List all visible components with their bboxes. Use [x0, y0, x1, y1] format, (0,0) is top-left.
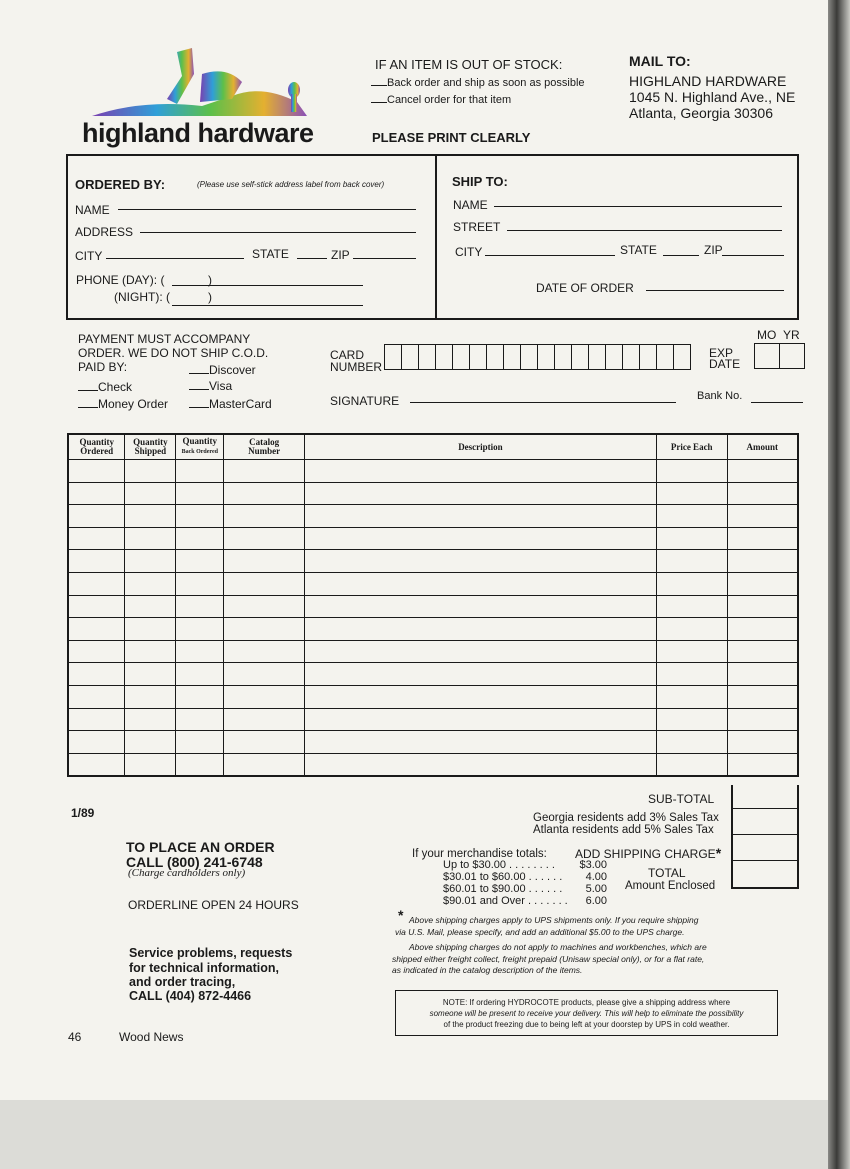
table-row: [68, 731, 798, 754]
table-cell[interactable]: [176, 460, 224, 483]
table-cell[interactable]: [305, 640, 657, 663]
orderline-hours: ORDERLINE OPEN 24 HOURS: [128, 898, 299, 912]
table-cell[interactable]: [176, 595, 224, 618]
table-cell[interactable]: [176, 505, 224, 528]
col-description: Description: [305, 434, 657, 460]
ob-phone-night-field[interactable]: [172, 305, 363, 306]
total-label: TOTAL: [648, 866, 686, 880]
table-cell[interactable]: [305, 618, 657, 641]
table-cell[interactable]: [727, 663, 798, 686]
table-cell[interactable]: [176, 527, 224, 550]
table-cell[interactable]: [125, 663, 176, 686]
table-cell[interactable]: [305, 595, 657, 618]
pay-visa[interactable]: Visa: [189, 379, 232, 393]
ob-address-field[interactable]: [140, 232, 416, 233]
brand-name: highland hardware: [82, 118, 314, 148]
label-note: (Please use self-stick address label from back cover): [197, 180, 385, 189]
table-cell[interactable]: [224, 708, 305, 731]
table-cell[interactable]: [305, 482, 657, 505]
table-cell[interactable]: [305, 685, 657, 708]
table-cell[interactable]: [656, 550, 727, 573]
pay-check[interactable]: Check: [78, 380, 132, 394]
table-cell[interactable]: [176, 753, 224, 776]
table-cell[interactable]: [68, 595, 125, 618]
table-cell[interactable]: [224, 482, 305, 505]
table-cell[interactable]: [656, 753, 727, 776]
exp-label: EXP: [709, 346, 734, 360]
table-cell[interactable]: [68, 731, 125, 754]
table-cell[interactable]: [727, 482, 798, 505]
table-cell[interactable]: [125, 640, 176, 663]
merch-label: If your merchandise totals:: [412, 848, 547, 860]
ob-zip-field[interactable]: [353, 258, 416, 259]
service-phone[interactable]: CALL (404) 872-4466: [129, 989, 252, 1003]
amount-enclosed-label: Amount Enclosed: [625, 880, 716, 892]
table-cell[interactable]: [125, 460, 176, 483]
table-cell[interactable]: [305, 550, 657, 573]
table-row: [68, 685, 798, 708]
col-price-each: Price Each: [656, 434, 727, 460]
shipping-tiers: Up to $30.00 . . . . . . . . $3.00 $30.01 to $60.00 . . . . . . 4.00 $60.01 to $90.00 . . . . . . 5.00 $90.01 and Over . . . . . . . 6.00: [443, 859, 607, 907]
shipping-field[interactable]: [731, 860, 799, 861]
table-cell[interactable]: [176, 640, 224, 663]
table-row: [68, 505, 798, 528]
ob-phone-day-label: PHONE (DAY): (: [76, 273, 165, 287]
page-number: 46: [68, 1030, 82, 1044]
table-row: [68, 572, 798, 595]
table-cell[interactable]: [224, 595, 305, 618]
ups-note-2: via U.S. Mail, please specify, and add an additional $5.00 to the UPS charge.: [395, 927, 685, 937]
address-box: [66, 154, 799, 320]
items-table: [67, 433, 799, 777]
ob-phone-night-label: (NIGHT): (: [114, 290, 170, 304]
ordered-by-title: ORDERED BY:: [75, 177, 166, 192]
asterisk: *: [398, 907, 404, 923]
st-city-label: CITY: [455, 245, 483, 259]
subtotal-field[interactable]: [731, 808, 799, 809]
hydrocote-note: NOTE: If ordering HYDROCOTE products, please give a shipping address where someone will be present to receive your delivery. This will help to eliminate the possibility of the product freezing due to being left at your doorstep by UPS in cold weather.: [395, 990, 778, 1036]
table-row: [68, 460, 798, 483]
table-cell[interactable]: [176, 663, 224, 686]
ob-name-label: NAME: [75, 203, 110, 217]
table-cell[interactable]: [125, 618, 176, 641]
place-order: TO PLACE AN ORDER: [126, 839, 275, 855]
card-label: CARD: [330, 348, 365, 362]
ob-city-field[interactable]: [106, 258, 244, 259]
pay-discover[interactable]: Discover: [189, 363, 256, 377]
table-cell[interactable]: [656, 618, 727, 641]
table-row: [68, 753, 798, 776]
number-label: NUMBER: [330, 360, 383, 374]
paren: ): [208, 290, 212, 304]
table-row: [68, 640, 798, 663]
mail-line2: 1045 N. Highland Ave., NE: [629, 89, 796, 105]
bank-label: Bank No.: [697, 390, 743, 402]
date-of-order-label: DATE OF ORDER: [536, 281, 634, 295]
col-qty-back-ordered: Quantity Back Ordered: [176, 434, 224, 460]
mail-line1: HIGHLAND HARDWARE: [629, 73, 787, 89]
table-cell[interactable]: [125, 572, 176, 595]
exp-date-label: DATE: [709, 357, 741, 371]
table-cell[interactable]: [305, 460, 657, 483]
table-cell[interactable]: [727, 753, 798, 776]
table-cell[interactable]: [125, 595, 176, 618]
yr-label: YR: [783, 328, 800, 342]
ob-name-field[interactable]: [118, 209, 416, 210]
table-cell[interactable]: [176, 572, 224, 595]
table-cell[interactable]: [305, 572, 657, 595]
table-cell[interactable]: [727, 685, 798, 708]
table-cell[interactable]: [125, 753, 176, 776]
table-cell[interactable]: [727, 731, 798, 754]
machine-note-1: Above shipping charges do not apply to machines and workbenches, which are: [409, 942, 707, 952]
pay-mastercard[interactable]: MasterCard: [189, 397, 272, 411]
table-cell[interactable]: [68, 527, 125, 550]
table-cell[interactable]: [656, 527, 727, 550]
table-cell[interactable]: [305, 731, 657, 754]
table-cell[interactable]: [176, 731, 224, 754]
table-cell[interactable]: [656, 572, 727, 595]
table-cell[interactable]: [656, 708, 727, 731]
service-line3: and order tracing,: [129, 975, 236, 989]
table-cell[interactable]: [125, 505, 176, 528]
pay-money-order[interactable]: Money Order: [78, 397, 168, 411]
charge-note: (Charge cardholders only): [128, 867, 246, 879]
table-row: [68, 595, 798, 618]
table-row: [68, 482, 798, 505]
table-cell[interactable]: [224, 550, 305, 573]
table-cell[interactable]: [176, 685, 224, 708]
payment-line2: ORDER. WE DO NOT SHIP C.O.D.: [78, 346, 269, 360]
ga-tax-label: Georgia residents add 3% Sales Tax: [533, 812, 719, 824]
table-cell[interactable]: [656, 663, 727, 686]
table-cell[interactable]: [305, 527, 657, 550]
st-zip-label: ZIP: [704, 243, 723, 257]
tax-field[interactable]: [731, 834, 799, 835]
paren: ): [208, 273, 212, 287]
print-clearly: PLEASE PRINT CLEARLY: [372, 130, 531, 145]
table-cell[interactable]: [727, 572, 798, 595]
table-cell[interactable]: [727, 708, 798, 731]
table-cell[interactable]: [68, 482, 125, 505]
table-row: [68, 550, 798, 573]
table-cell[interactable]: [224, 663, 305, 686]
date-code: 1/89: [71, 806, 95, 820]
stock-option-cancel[interactable]: Cancel order for that item: [371, 92, 511, 106]
table-cell[interactable]: [727, 618, 798, 641]
mail-line3: Atlanta, Georgia 30306: [629, 105, 773, 121]
stock-option-backorder[interactable]: Back order and ship as soon as possible: [371, 75, 585, 89]
st-city-field[interactable]: [485, 255, 615, 256]
table-cell[interactable]: [305, 708, 657, 731]
table-cell[interactable]: [68, 460, 125, 483]
col-amount: Amount: [727, 434, 798, 460]
table-cell[interactable]: [176, 550, 224, 573]
bank-field[interactable]: [751, 402, 803, 403]
table-cell[interactable]: [727, 527, 798, 550]
stock-title: IF AN ITEM IS OUT OF STOCK:: [375, 57, 563, 72]
page-gutter: [828, 0, 850, 1169]
exp-date-field[interactable]: [754, 343, 805, 369]
table-cell[interactable]: [305, 505, 657, 528]
machine-note-2: shipped either freight collect, freight prepaid (Unisaw special only), or for a flat rate,: [392, 954, 705, 964]
table-cell[interactable]: [68, 618, 125, 641]
payment-line1: PAYMENT MUST ACCOMPANY: [78, 332, 251, 346]
signature-label: SIGNATURE: [330, 394, 400, 408]
table-cell[interactable]: [727, 595, 798, 618]
ob-phone-day-field[interactable]: [172, 285, 363, 286]
service-line2: for technical information,: [129, 961, 280, 975]
table-cell[interactable]: [125, 550, 176, 573]
st-state-label: STATE: [620, 243, 657, 257]
signature-field[interactable]: [410, 402, 676, 403]
table-cell[interactable]: [224, 572, 305, 595]
add-shipping-label: ADD SHIPPING CHARGE*: [575, 845, 722, 861]
paid-by-label: PAID BY:: [78, 360, 128, 374]
table-cell[interactable]: [656, 460, 727, 483]
table-cell[interactable]: [125, 685, 176, 708]
col-qty-ordered: Quantity Ordered: [68, 434, 125, 460]
service-line1: Service problems, requests: [129, 946, 293, 960]
st-name-label: NAME: [453, 198, 488, 212]
ups-note-1: Above shipping charges apply to UPS shipments only. If you require shipping: [409, 915, 699, 925]
table-cell[interactable]: [727, 460, 798, 483]
table-cell[interactable]: [656, 595, 727, 618]
st-name-field[interactable]: [494, 206, 782, 207]
table-row: [68, 618, 798, 641]
table-cell[interactable]: [224, 731, 305, 754]
table-cell[interactable]: [656, 731, 727, 754]
table-cell[interactable]: [68, 663, 125, 686]
table-cell[interactable]: [224, 460, 305, 483]
table-cell[interactable]: [305, 753, 657, 776]
table-cell[interactable]: [224, 685, 305, 708]
machine-note-3: as indicated in the catalog description of the items.: [392, 965, 583, 975]
table-cell[interactable]: [224, 505, 305, 528]
mail-title: MAIL TO:: [629, 53, 691, 69]
col-qty-shipped: Quantity Shipped: [125, 434, 176, 460]
ob-state-label: STATE: [252, 247, 289, 261]
table-row: [68, 527, 798, 550]
table-cell[interactable]: [125, 708, 176, 731]
st-state-field[interactable]: [663, 255, 699, 256]
table-cell[interactable]: [656, 685, 727, 708]
table-cell[interactable]: [68, 708, 125, 731]
table-cell[interactable]: [656, 482, 727, 505]
table-cell[interactable]: [656, 640, 727, 663]
highland-logo-icon: [82, 44, 312, 124]
st-zip-field[interactable]: [722, 255, 784, 256]
order-phone[interactable]: CALL (800) 241-6748: [126, 854, 263, 870]
ob-state-field[interactable]: [297, 258, 327, 259]
table-cell[interactable]: [176, 482, 224, 505]
table-row: [68, 663, 798, 686]
table-cell[interactable]: [125, 482, 176, 505]
table-cell[interactable]: [224, 640, 305, 663]
table-row: [68, 708, 798, 731]
table-cell[interactable]: [125, 731, 176, 754]
table-cell[interactable]: [176, 708, 224, 731]
table-cell[interactable]: [656, 505, 727, 528]
ship-to-title: SHIP TO:: [452, 174, 508, 189]
table-cell[interactable]: [68, 572, 125, 595]
table-cell[interactable]: [68, 640, 125, 663]
table-cell[interactable]: [68, 505, 125, 528]
ob-address-label: ADDRESS: [75, 225, 134, 239]
publication-name: Wood News: [119, 1030, 184, 1044]
totals-column: [731, 785, 799, 889]
table-cell[interactable]: [727, 505, 798, 528]
table-cell[interactable]: [68, 685, 125, 708]
subtotal-label: SUB-TOTAL: [648, 792, 715, 806]
table-cell[interactable]: [224, 527, 305, 550]
date-of-order-field[interactable]: [646, 290, 784, 291]
ob-city-label: CITY: [75, 249, 103, 263]
card-number-field[interactable]: [384, 344, 691, 370]
table-cell[interactable]: [176, 618, 224, 641]
address-divider: [435, 155, 437, 318]
table-cell[interactable]: [224, 753, 305, 776]
st-street-label: STREET: [453, 220, 501, 234]
table-cell[interactable]: [125, 527, 176, 550]
table-cell[interactable]: [68, 550, 125, 573]
table-cell[interactable]: [727, 640, 798, 663]
ob-zip-label: ZIP: [331, 248, 350, 262]
table-cell[interactable]: [68, 753, 125, 776]
mo-label: MO: [757, 328, 777, 342]
table-header-row: [68, 434, 798, 460]
col-catalog-number: Catalog Number: [224, 434, 305, 460]
table-cell[interactable]: [727, 550, 798, 573]
table-cell[interactable]: [224, 618, 305, 641]
table-cell[interactable]: [305, 663, 657, 686]
atl-tax-label: Atlanta residents add 5% Sales Tax: [533, 824, 714, 836]
st-street-field[interactable]: [507, 230, 782, 231]
